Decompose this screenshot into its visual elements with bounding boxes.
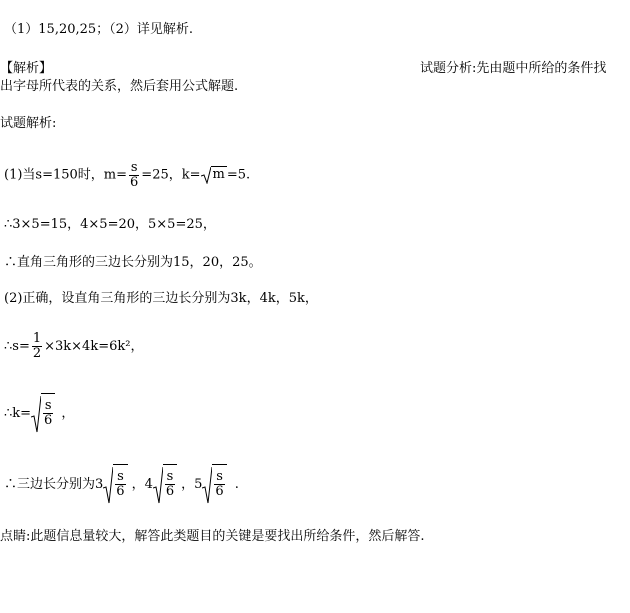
- comment-line: 点睛:此题信息量较大，解答此类题目的关键是要找出所给条件，然后解答.: [0, 529, 425, 544]
- step-7-sep-1: ，4: [131, 477, 153, 492]
- fraction-numerator: 1: [32, 331, 42, 346]
- step-5-suffix: ×3k×4k=6k²，: [44, 339, 144, 354]
- sqrt-argument: m: [212, 167, 225, 182]
- sqrt-symbol: [153, 464, 177, 505]
- step-4: (2)正确，设直角三角形的三边长分别为3k，4k，5k，: [4, 291, 318, 306]
- step-5-prefix: ∴s=: [4, 339, 30, 354]
- solution-label: 试题解析:: [0, 116, 57, 131]
- fraction-numerator: s: [130, 159, 138, 175]
- step-3: ∴直角三角形的三边长分别为15，20，25。: [4, 255, 262, 270]
- fraction-s-over-6: [165, 470, 175, 499]
- fraction-denominator: 6: [165, 484, 175, 499]
- fraction-s-over-6: [115, 470, 125, 499]
- fraction-numerator: s: [216, 469, 223, 484]
- step-1-prefix: (1)当s=150时，m=: [4, 167, 128, 183]
- fraction-denominator: 6: [215, 484, 224, 499]
- fraction-1-over-2: [32, 332, 42, 361]
- sqrt-symbol: [201, 158, 227, 192]
- fraction-denominator: 6: [130, 174, 139, 190]
- step-6: [4, 393, 74, 434]
- step-1-suffix: =5.: [226, 167, 251, 183]
- fraction-s-over-6: [129, 161, 139, 190]
- fraction-numerator: s: [166, 469, 174, 484]
- analysis-label: 【解析】: [0, 61, 53, 76]
- fraction-denominator: 6: [44, 413, 53, 428]
- sqrt-symbol: [31, 393, 55, 434]
- analysis-hint-continued: 出字母所代表的关系，然后套用公式解题.: [0, 79, 239, 94]
- analysis-hint: 试题分析:先由题中所给的条件找: [420, 61, 607, 76]
- step-6-suffix: ，: [61, 406, 75, 421]
- fraction-denominator: 6: [116, 484, 125, 499]
- sqrt-symbol: [103, 464, 127, 505]
- step-1: [4, 158, 250, 193]
- step-2: ∴3×5=15，4×5=20，5×5=25，: [4, 217, 216, 232]
- step-6-prefix: ∴k=: [4, 406, 32, 421]
- sqrt-symbol: [202, 464, 226, 505]
- fraction-numerator: s: [117, 469, 124, 484]
- fraction-numerator: s: [44, 398, 52, 413]
- answer-line: （1）15,20,25；（2）详见解析.: [4, 22, 194, 37]
- step-7-prefix: ∴三边长分别为3: [4, 477, 104, 492]
- step-5: [4, 330, 143, 364]
- fraction-s-over-6: [43, 399, 53, 428]
- fraction-s-over-6: [214, 470, 224, 499]
- step-1-mid: =25，k=: [141, 167, 201, 183]
- step-7-suffix: .: [234, 477, 239, 492]
- step-7-sep-2: ，5: [181, 477, 203, 492]
- fraction-denominator: 2: [32, 346, 42, 361]
- step-7: [4, 464, 239, 505]
